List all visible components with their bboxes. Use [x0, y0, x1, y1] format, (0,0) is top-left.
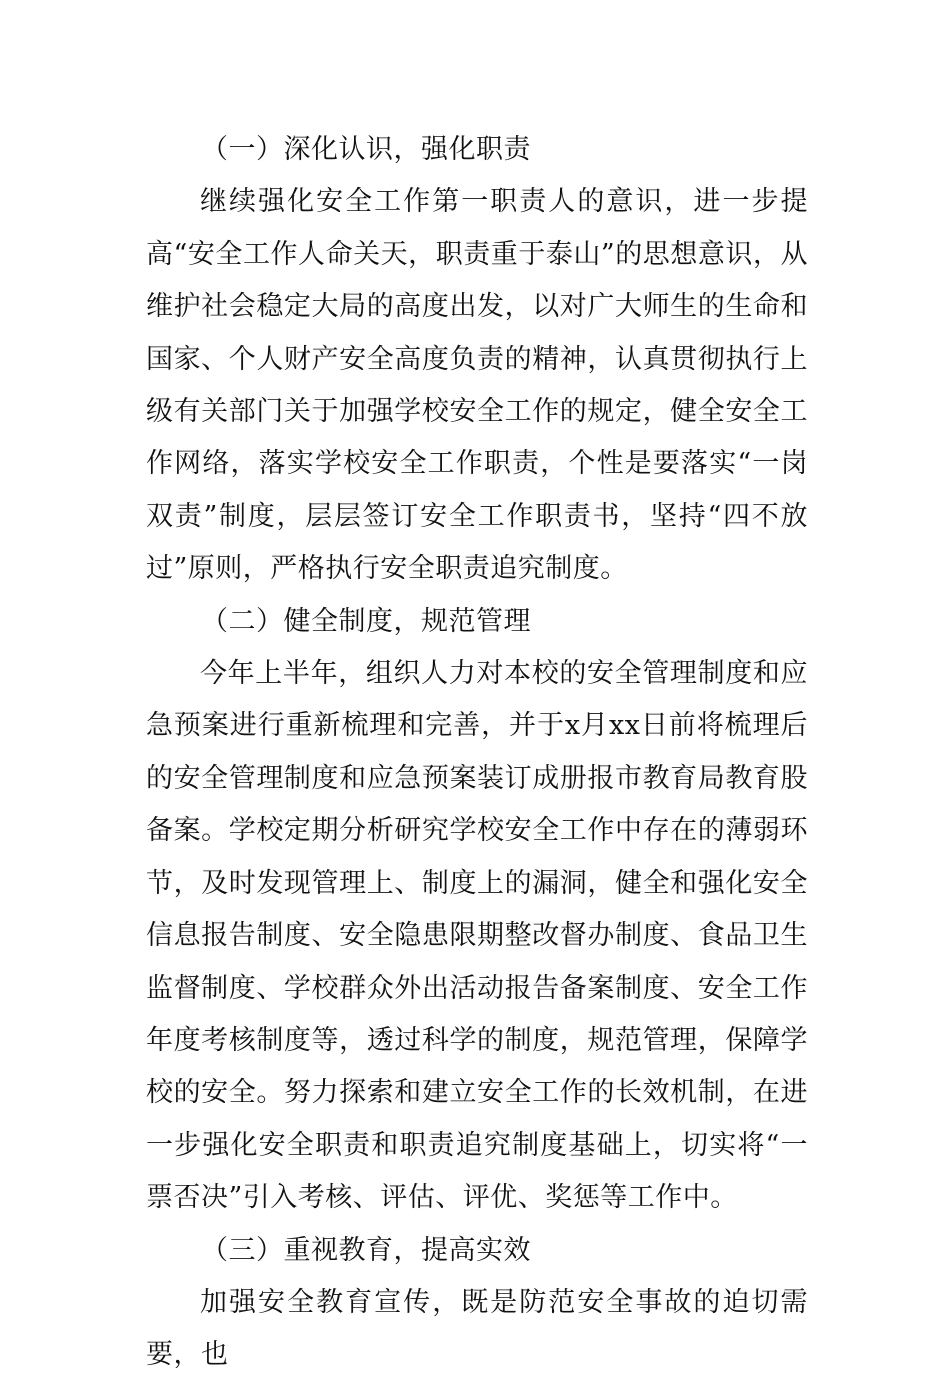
document-body [146, 124, 808, 1382]
section-heading-2: （二）健全制度，规范管理 [201, 605, 531, 637]
section-paragraph-3: 加强安全教育宣传，既是防范安全事故的迫切需要，也 [146, 1286, 808, 1371]
section-paragraph-2: 今年上半年，组织人力对本校的安全管理制度和应急预案进行重新梳理和完善，并于x月xx日前将梳理后的安全管理制度和应急预案装订成册报市教育局教育股备案。学校定期分析研究学校安全工作中存在的薄弱环节，及时发现管理上、制度上的漏洞，健全和强化安全信息报告制度、安全隐患限期整改督办制度、食品卫生监督制度、学校群众外出活动报告备案制度、安全工作年度考核制度等，透过科学的制度，规范管理，保障学校的安全。努力探索和建立安全工作的长效机制，在进一步强化安全职责和职责追究制度基础上，切实将“一票否决”引入考核、评估、评优、奖惩等工作中。 [146, 658, 808, 1214]
section-paragraph-1: 继续强化安全工作第一职责人的意识，进一步提高“安全工作人命关天，职责重于泰山”的思想意识，从维护社会稳定大局的高度出发，以对广大师生的生命和国家、个人财产安全高度负责的精神，认真贯彻执行上级有关部门关于加强学校安全工作的规定，健全安全工作网络，落实学校安全工作职责，个性是要落实“一岗双责”制度，层层签订安全工作职责书，坚持“四不放过”原则，严格执行安全职责追究制度。 [146, 186, 808, 585]
section-heading-1: （一）深化认识，强化职责 [201, 134, 531, 165]
section-heading-3: （三）重视教育，提高实效 [201, 1234, 531, 1266]
